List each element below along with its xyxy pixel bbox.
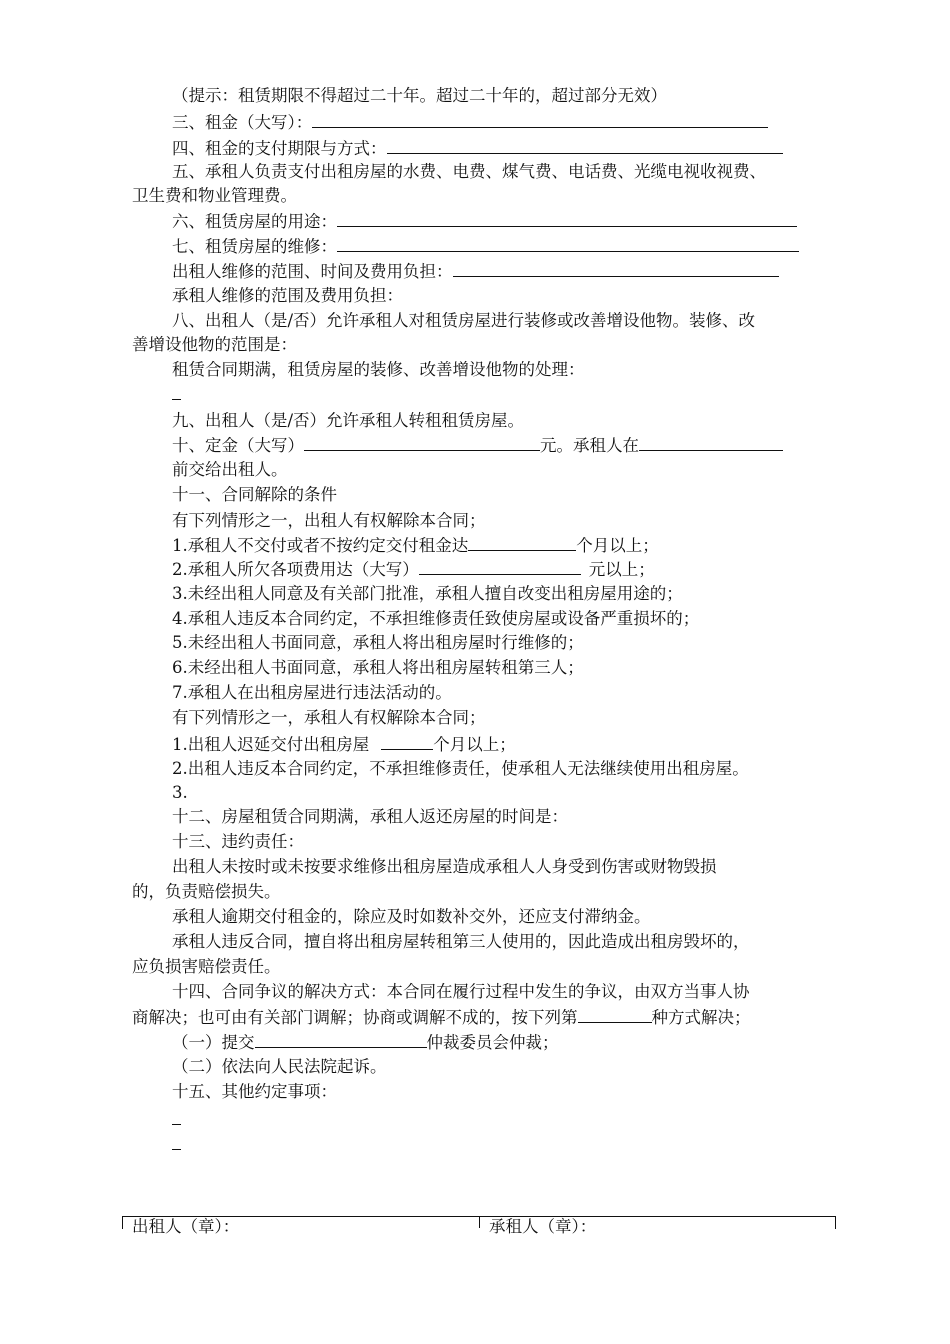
lessee-cond-1-suffix: 个月以上； <box>433 735 516 754</box>
fees-amount-blank[interactable] <box>419 557 581 575</box>
clause-12-return: 十二、房屋租赁合同期满，承租人返还房屋的时间是： <box>172 807 568 826</box>
lessor-cond-7: 7.承租人在出租房屋进行违法活动的。 <box>172 683 452 702</box>
clause-3-rent <box>172 110 768 135</box>
rent-months-blank[interactable] <box>468 533 576 551</box>
clause-10-line2: 前交给出租人。 <box>172 460 288 479</box>
arbitration-body-blank[interactable] <box>255 1030 427 1048</box>
usage-blank[interactable] <box>337 209 797 227</box>
clause-13-title: 十三、违约责任： <box>172 832 304 851</box>
dispute-option-1-text: （一）提交 <box>172 1033 255 1052</box>
clause-14-suffix: 种方式解决； <box>651 1008 751 1027</box>
dispute-option-1-suffix: 仲裁委员会仲裁； <box>426 1033 559 1052</box>
lessor-cond-3: 3.未经出租人同意及有关部门批准，承租人擅自改变出租房屋用途的； <box>172 584 683 603</box>
clause-5-line1: 五、承租人负责支付出租房屋的水费、电费、煤气费、电话费、光缆电视收视费、 <box>172 162 766 181</box>
clause-7-label: 七、租赁房屋的维修： <box>172 237 337 256</box>
clause-4-payment <box>172 136 783 161</box>
lessee-termination-intro: 有下列情形之一，承租人有权解除本合同； <box>172 708 486 727</box>
lessor-cond-1-suffix: 个月以上； <box>576 536 659 555</box>
lessee-repair-line: 承租人维修的范围及费用负担： <box>172 286 403 305</box>
lessee-seal-label: 承租人（章）： <box>489 1217 597 1236</box>
clause-14-text: 商解决；也可由有关部门调解；协商或调解不成的，按下列第 <box>132 1008 578 1027</box>
clause-3-label: 三、租金（大写）： <box>172 113 313 132</box>
lessor-cond-2 <box>172 557 655 582</box>
clause-7-repair <box>172 234 799 259</box>
lessee-cond-2: 2.出租人违反本合同约定，不承担维修责任，使承租人无法继续使用出租房屋。 <box>172 759 749 778</box>
repair-blank[interactable] <box>337 234 799 252</box>
lessor-cond-1-text: 1.承租人不交付或者不按约定交付租金达 <box>172 536 469 555</box>
dispute-method-blank[interactable] <box>578 1005 652 1023</box>
dispute-option-2: （二）依法向人民法院起诉。 <box>172 1057 387 1076</box>
clause-6-usage <box>172 209 797 234</box>
deposit-date-blank[interactable] <box>639 433 783 451</box>
dispute-option-1 <box>172 1030 559 1055</box>
hint-line: （提示：租赁期限不得超过二十年。超过二十年的，超过部分无效） <box>172 86 667 105</box>
clause-15-other: 十五、其他约定事项： <box>172 1082 337 1101</box>
payment-terms-blank[interactable] <box>387 136 783 154</box>
lessor-cond-2-suffix: 元以上； <box>588 560 655 579</box>
clause-5-line2: 卫生费和物业管理费。 <box>132 186 297 205</box>
clause-9-sublet: 九、出租人（是/否）允许承租人转租租赁房屋。 <box>172 411 525 430</box>
blank-dash <box>172 1149 181 1150</box>
lessor-seal-label: 出租人（章）： <box>132 1217 240 1236</box>
breach-1-line1: 出租人未按时或未按要求维修出租房屋造成承租人人身受到伤害或财物毁损 <box>172 857 717 876</box>
clause-14-line2 <box>132 1005 751 1030</box>
clause-10-mid: 元。承租人在 <box>540 436 639 455</box>
lessor-cond-2-text: 2.承租人所欠各项费用达（大写） <box>172 560 419 579</box>
lessor-repair-blank[interactable] <box>453 259 779 277</box>
blank-dash <box>172 399 181 400</box>
signature-divider <box>479 1216 480 1228</box>
clause-8-line1: 八、出租人（是/否）允许承租人对租赁房屋进行装修或改善增设他物。装修、改 <box>172 311 756 330</box>
breach-2: 承租人逾期交付租金的，除应及时如数补交外，还应支付滞纳金。 <box>172 907 651 926</box>
lessee-cond-1 <box>172 732 516 757</box>
clause-10-deposit <box>172 433 783 458</box>
clause-11-title: 十一、合同解除的条件 <box>172 485 337 504</box>
deposit-amount-blank[interactable] <box>304 433 540 451</box>
breach-3-line1: 承租人违反合同，擅自将出租房屋转租第三人使用的，因此造成出租房毁坏的， <box>172 932 750 951</box>
lessor-termination-intro: 有下列情形之一，出租人有权解除本合同； <box>172 511 486 530</box>
lessee-cond-3: 3. <box>172 783 188 802</box>
clause-4-label: 四、租金的支付期限与方式： <box>172 139 387 158</box>
breach-3-line2: 应负损害赔偿责任。 <box>132 957 281 976</box>
lessor-cond-5: 5.未经出租人书面同意，承租人将出租房屋时行维修的； <box>172 633 584 652</box>
clause-6-label: 六、租赁房屋的用途： <box>172 212 337 231</box>
blank-dash <box>172 1124 181 1125</box>
lessor-cond-4: 4.承租人违反本合同约定，不承担维修责任致使房屋或设备严重损坏的； <box>172 609 700 628</box>
clause-8-line2: 善增设他物的范围是： <box>132 335 297 354</box>
clause-14-line1: 十四、合同争议的解决方式：本合同在履行过程中发生的争议，由双方当事人协 <box>172 982 750 1001</box>
clause-10-label: 十、定金（大写） <box>172 436 304 455</box>
lessee-cond-1-text: 1.出租人迟延交付出租房屋 <box>172 735 370 754</box>
lessor-repair-label: 出租人维修的范围、时间及费用负担： <box>172 262 453 281</box>
lessor-cond-6: 6.未经出租人书面同意，承租人将出租房屋转租第三人； <box>172 658 584 677</box>
lessor-cond-1 <box>172 533 659 558</box>
lessor-repair-line <box>172 259 779 284</box>
delay-months-blank[interactable] <box>381 732 433 750</box>
rent-amount-blank[interactable] <box>312 110 768 128</box>
breach-1-line2: 的，负责赔偿损失。 <box>132 882 281 901</box>
decoration-handling-line: 租赁合同期满，租赁房屋的装修、改善增设他物的处理： <box>172 360 585 379</box>
